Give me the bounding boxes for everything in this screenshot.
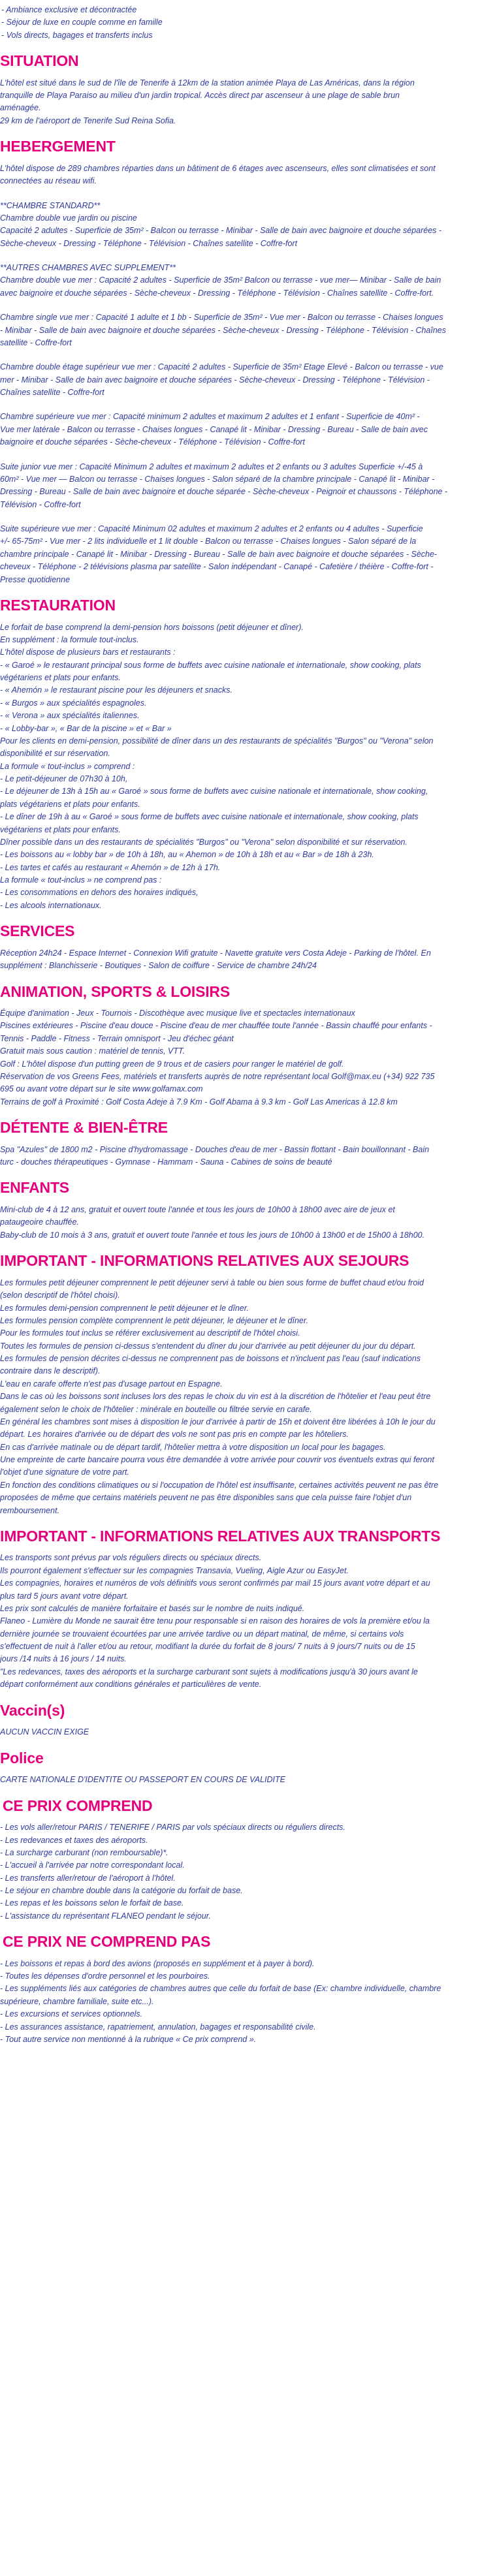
section	[0, 1119, 495, 1169]
section-title: Vaccin(s)	[0, 1701, 65, 1719]
section-paragraph	[0, 200, 495, 251]
intro-line: - Vols directs, bagages et transferts inclus	[1, 30, 153, 40]
text-line: - Les alcools internationaux.	[0, 900, 102, 910]
text-line: végétariens et plats pour enfants.	[0, 673, 121, 683]
section-title: SITUATION	[0, 52, 79, 70]
text-line: Chambre supérieure vue mer : Capacité minimum 2 adultes et maximum 2 adultes et 1 enfant - Superficie de 40m² -	[0, 412, 420, 422]
section-paragraph	[0, 1277, 495, 1517]
text-line: En fonction des conditions climatiques ou si l'occupation de l'hôtel est insuffisante, certaines activités peuvent ne pas être	[0, 1480, 439, 1490]
intro-line: - Ambiance exclusive et décontractée	[1, 5, 137, 14]
text-line: aménagée.	[0, 103, 41, 113]
text-line: - Tout autre service non mentionné à la rubrique « Ce prix comprend ».	[0, 2034, 257, 2044]
section-title: ENFANTS	[0, 1179, 69, 1197]
text-line: Pour les formules tout inclus se référer exclusivement au descriptif de l'hôtel choisi.	[0, 1328, 300, 1338]
section	[0, 1528, 495, 1691]
text-line: - Le séjour en chambre double dans la catégorie du forfait de base.	[0, 1886, 243, 1895]
section	[0, 52, 495, 127]
text-line: départ. Les horaires d'arrivée ou de départ des vols ne sont pas pris en compte par les hôteliers.	[0, 1430, 349, 1439]
section-paragraph	[0, 523, 495, 586]
text-line: satellite - Coffre-fort	[0, 338, 72, 347]
section-title: RESTAURATION	[0, 596, 116, 614]
intro-line: - Séjour de luxe en couple comme en famille	[1, 18, 163, 27]
section-title: IMPORTANT - INFORMATIONS RELATIVES AUX TRANSPORTS	[0, 1527, 441, 1545]
text-line: végétariens et plats pour enfants.	[0, 825, 121, 834]
section	[0, 138, 495, 586]
text-line: Presse quotidienne	[0, 574, 71, 584]
text-line: - Les excursions et services optionnels.	[0, 2009, 143, 2019]
text-line: Pour les clients en demi-pension, possibilité de dîner dans un des restaurants de spécialités "Burgos" ou "Verona" selon	[0, 736, 434, 746]
section-title: IMPORTANT - INFORMATIONS RELATIVES AUX SEJOURS	[0, 1252, 409, 1270]
section-paragraph	[0, 1774, 495, 1786]
text-line: Ils pourront également s'effectuer sur les compagnies Transavia, Vueling, Aigle Azur ou EasyJet.	[0, 1565, 349, 1575]
text-line: **CHAMBRE STANDARD**	[0, 200, 101, 210]
section	[0, 1702, 495, 1739]
section-title: CE PRIX COMPREND	[3, 1797, 153, 1814]
section	[0, 983, 495, 1109]
text-line: Le forfait de base comprend la demi-pension hors boissons (petit déjeuner et dîner).	[0, 622, 304, 632]
text-line: Chambre double vue jardin ou piscine	[0, 213, 137, 223]
section-paragraph	[0, 163, 495, 188]
section-paragraph	[0, 461, 495, 512]
text-line: - Le dîner de 19h à au « Garoé » sous forme de buffets avec cuisine nationale et internationale, show cooking, plats	[0, 812, 419, 822]
text-line: - « Lobby-bar », « Bar de la piscine » et « Bar »	[0, 723, 172, 733]
text-line: +/- 65-75m² - Vue mer - 2 lits individuelle et 1 lit double - Balcon ou terrasse - Chaises longues - Salon séparé de la	[0, 537, 417, 546]
text-line: Les formules demi-pension comprennent le petit déjeuner et le dîner.	[0, 1303, 249, 1313]
section	[0, 597, 495, 912]
section-paragraph	[0, 311, 495, 349]
section-paragraph	[0, 361, 495, 399]
text-line: supplément : Blanchisserie - Boutiques - Salon de coiffure - Service de chambre 24h/24	[0, 961, 317, 971]
text-line: Sèche-cheveux - Dressing - Téléphone - Télévision - Chaînes satellite - Coffre-fort	[0, 238, 298, 248]
text-line: - Les vols aller/retour PARIS / TENERIFE / PARIS par vols spéciaux directs ou réguliers directs.	[0, 1823, 345, 1832]
text-line: tranquille de Playa Paraiso au milieu d'un jardin tropical. Accès direct par ascenseur à une plage de sable brun	[0, 91, 400, 101]
text-line: - Les boissons au « lobby bar » de 10h à 18h, au « Ahemon » de 10h à 18h et au « Bar » de 18h à 23h.	[0, 850, 374, 860]
text-line: **AUTRES CHAMBRES AVEC SUPPLEMENT**	[0, 263, 176, 273]
text-line: - « Garoé » le restaurant principal sous forme de buffets avec cuisine nationale et internationale, show cooking, plats	[0, 660, 421, 670]
text-line: Les transports sont prévus par vols réguliers directs ou spéciaux directs.	[0, 1553, 262, 1563]
text-line: Les formules petit déjeuner comprennent le petit déjeuner servi à table ou bien sous forme de buffet chaud et/ou froid	[0, 1278, 424, 1287]
text-line: cheveux - Téléphone - 2 télévisions plasma par satellite - Salon indépendant - Canapé - Cafetière / théière - Coffre-fort -	[0, 562, 434, 572]
text-line: - Les tartes et cafés au restaurant « Ahemón » de 12h à 17h.	[0, 862, 221, 872]
text-line: Les formules de pension décrites ci-dessus ne comprennent pas de boissons et n'incluent pas l'eau (sauf indications	[0, 1354, 421, 1363]
text-line: L'hôtel dispose de 289 chambres réparties dans un bâtiment de 6 étages avec ascenseurs, elles sont climatisées et sont	[0, 163, 436, 173]
text-line: - « Verona » aux spécialités italiennes.	[0, 711, 140, 721]
sections-container	[0, 52, 495, 2046]
text-line: également selon le choix de l'hôtelier : minérale en bouteille ou filtrée servie en carafe.	[0, 1404, 312, 1414]
text-line: "Les redevances, taxes des aéroports et la surcharge carburant sont sujets à modifications jusqu'à 30 jours avant le	[0, 1667, 418, 1676]
section-title: CE PRIX NE COMPREND PAS	[3, 1933, 211, 1951]
text-line: - L'accueil à l'arrivée par notre correspondant local.	[0, 1861, 185, 1870]
text-line: - Les repas et les boissons selon le forfait de base.	[0, 1898, 184, 1908]
text-line: La formule « tout-inclus » comprend :	[0, 761, 135, 771]
section-paragraph	[0, 262, 495, 300]
text-line: Capacité 2 adultes - Superficie de 35m² - Balcon ou terrasse - Minibar - Salle de bain avec baignoire et douche séparées -	[0, 226, 442, 236]
text-line: Chambre double vue mer : Capacité 2 adultes - Superficie de 35m² Balcon ou terrasse - vue mer— Minibar - Salle de bain	[0, 275, 441, 285]
section-paragraph	[0, 411, 495, 448]
text-line: supérieure, chambre familiale, suite etc...).	[0, 1996, 154, 2006]
text-line: - La surcharge carburant (non remboursable)*.	[0, 1847, 168, 1857]
text-line: 29 km de l'aéroport de Tenerife Sud Reina Sofia.	[0, 116, 176, 125]
section-title: DÉTENTE & BIEN-ÊTRE	[0, 1119, 168, 1137]
text-line: Chaînes satellite - Coffre-fort	[0, 388, 104, 398]
text-line: (selon descriptif de l'hôtel choisi).	[0, 1291, 120, 1300]
text-line: - « Burgos » aux spécialités espagnoles.	[0, 698, 147, 708]
text-line: Réception 24h24 - Espace Internet - Connexion Wifi gratuite - Navette gratuite vers Costa Adeje - Parking de l'hôtel. En	[0, 948, 431, 958]
text-line: Vue mer latérale - Balcon ou terrasse - Chaises longues - Canapé lit - Minibar - Dressing - Bureau - Salle de bain avec	[0, 424, 428, 434]
section-title: ANIMATION, SPORTS & LOISIRS	[0, 982, 230, 1000]
text-line: - « Ahemón » le restaurant piscine pour les déjeuners et snacks.	[0, 685, 232, 695]
text-line: remboursement.	[0, 1505, 60, 1515]
text-line: avec baignoire et douche séparées - Sèche-cheveux - Dressing - Téléphone - Télévision - Chaînes satellite - Coffre-fort.	[0, 288, 434, 298]
text-line: disponibilité et sur réservation.	[0, 749, 110, 759]
text-line: pataugeoire chauffée.	[0, 1217, 79, 1227]
text-line: Les formules pension complète comprennent le petit déjeuner, le déjeuner et le dîner.	[0, 1315, 309, 1325]
text-line: Équipe d'animation - Jeux - Tournois - Discothèque avec musique live et spectacles internationaux	[0, 1009, 355, 1018]
text-line: Baby-club de 10 mois à 3 ans, gratuit et ouvert toute l'année et tous les jours de 10h00 à 13h00 et de 15h00 à 18h00.	[0, 1230, 425, 1240]
text-line: Dans le cas où les boissons sont incluses lors des repas le choix du vin est à la discrétion de l'hôtelier et l'eau peut être	[0, 1392, 431, 1402]
text-line: proposées de même que certains matériels peuvent ne pas être disponibles sans que cela puisse faire l'objet d'un	[0, 1493, 412, 1503]
text-line: Suite supérieure vue mer : Capacité Minimum 02 adultes et maximum 2 adultes et 2 enfants ou 4 adultes - Superficie	[0, 524, 423, 534]
text-line: Une empreinte de carte bancaire pourra vous être demandée à votre arrivée pour couvrir vos éventuels extras qui feront	[0, 1455, 434, 1464]
text-line: - Le petit-déjeuner de 07h30 à 10h,	[0, 774, 128, 784]
section-paragraph	[0, 1007, 495, 1108]
text-line: Spa "Azules" de 1800 m2 - Piscine d'hydromassage - Douches d'eau de mer - Bassin flottant - Bain bouillonnant - Bain	[0, 1144, 430, 1154]
text-line: jours /14 nuits à 16 jours / 14 nuits.	[0, 1654, 127, 1664]
text-line: - Les consommations en dehors des horaires indiqués,	[0, 888, 199, 898]
text-line: - Les redevances et taxes des aéroports.	[0, 1835, 148, 1845]
section-paragraph	[0, 1552, 495, 1691]
text-line: l'objet d'une signature de votre part.	[0, 1468, 129, 1477]
text-line: CARTE NATIONALE D'IDENTITE OU PASSEPORT EN COURS DE VALIDITE	[0, 1775, 285, 1785]
text-line: Télévision - Coffre-fort	[0, 499, 81, 509]
intro-highlights	[0, 4, 495, 42]
section-paragraph	[0, 621, 495, 913]
text-line: L'hôtel dispose de plusieurs bars et restaurants :	[0, 648, 176, 657]
text-line: Dressing - Bureau - Salle de bain avec baignoire et douche séparée - Sèche-cheveux - Peignoir et chaussons - Téléphone -	[0, 487, 448, 497]
section-title: SERVICES	[0, 922, 75, 940]
section	[0, 1252, 495, 1517]
text-line: plus tard 5 jours avant votre départ.	[0, 1591, 129, 1601]
text-line: turc - douches thérapeutiques - Gymnase - Hammam - Sauna - Cabines de soins de beauté	[0, 1157, 332, 1167]
text-line: Dîner possible dans un des restaurants de spécialités "Burgos" ou "Verona" selon disponibilité et sur réservation.	[0, 837, 407, 847]
section	[0, 1179, 495, 1242]
section-paragraph	[0, 77, 495, 128]
section-paragraph	[0, 1144, 495, 1169]
text-line: Les compagnies, horaires et numéros de vols définitifs vous seront confirmés par mail 15 jours avant votre départ et au	[0, 1579, 430, 1588]
text-line: - Les suppléments liés aux catégories de chambres autres que celle du forfait de base (Ex: chambre individuelle, chambre	[0, 1984, 441, 1994]
section-paragraph	[0, 1204, 495, 1242]
text-line: connectées au réseau wifi.	[0, 176, 97, 186]
section-title: Police	[0, 1749, 44, 1767]
text-line: 60m² - Vue mer — Balcon ou terrasse - Chaises longues - Salon séparé de la chambre principale - Canapé lit - Minibar -	[0, 474, 435, 484]
text-line: Chambre double étage supérieur vue mer : Capacité 2 adultes - Superficie de 35m² Etage Elevé - Balcon ou terrasse - vue	[0, 362, 443, 372]
text-line: dernière journée se trouvaient écourtées par une arrivée tardive ou un départ matinal, de même, si certains vols	[0, 1629, 404, 1639]
text-line: - Toutes les dépenses d'ordre personnel et les pourboires.	[0, 1971, 210, 1981]
text-line: 695 ou avant votre départ sur le site www.golfamax.com	[0, 1084, 203, 1094]
text-line: Flaneo - Lumière du Monde ne saurait être tenu pour responsable si en raison des horaires de vols la première et/ou la	[0, 1616, 430, 1626]
text-line: - Les transferts aller/retour de l'aéroport à l'hôtel.	[0, 1873, 176, 1883]
text-line: Terrains de golf à Proximité : Golf Costa Adeje à 7.9 Km - Golf Abama à 9.3 km - Golf Las Americas à 12.8 km	[0, 1097, 398, 1107]
text-line: Toutes les formules de pension ci-dessus s'entendent du dîner du jour d'arrivée au petit déjeuner du jour du départ.	[0, 1341, 416, 1351]
text-line: La formule « tout-inclus » ne comprend pas :	[0, 875, 162, 885]
text-line: contraire dans le descriptif).	[0, 1366, 101, 1376]
section	[0, 1750, 495, 1787]
text-line: plats végétariens et plats pour enfants.	[0, 799, 140, 809]
section	[0, 922, 495, 972]
text-line: En cas d'arrivée matinale ou de départ tardif, l'hôtelier mettra à votre disposition un local pour les bagages.	[0, 1442, 386, 1452]
text-line: L'hôtel est situé dans le sud de l'île de Tenerife à 12km de la station animée Playa de Las Américas, dans la région	[0, 78, 415, 87]
section	[0, 1797, 495, 1923]
text-line: Suite junior vue mer : Capacité Minimum 2 adultes et maximum 2 adultes et 2 enfants ou 3 adultes Superficie +/-45 à	[0, 462, 423, 471]
text-line: - Les boissons et repas à bord des avions (proposés en supplément et à payer à bord).	[0, 1958, 315, 1968]
text-line: - Le déjeuner de 13h à 15h au « Garoé » sous forme de buffets avec cuisine nationale et internationale, show cooking,	[0, 787, 428, 796]
text-line: Les prix sont calculés de manière forfaitaire et basés sur le nombre de nuits indiqué.	[0, 1603, 305, 1613]
text-line: En général les chambres sont mises à disposition le jour d'arrivée à partir de 15h et doivent être libérées à 10h le jour du	[0, 1417, 436, 1426]
section-paragraph	[0, 1821, 495, 1923]
section	[0, 1933, 495, 2046]
text-line: En supplément : la formule tout-inclus.	[0, 635, 139, 644]
text-line: Golf : L'hôtel dispose d'un putting green de 9 trous et de casiers pour ranger le matériel de golf.	[0, 1059, 344, 1069]
text-line: L'eau en carafe offerte n'est pas d'usage partout en Espagne.	[0, 1379, 223, 1389]
text-line: chambre principale - Canapé lit - Minibar - Dressing - Bureau - Salle de bain avec baignoire et douche séparées - Sèche-	[0, 549, 438, 559]
text-line: départ conformément aux conditions générales et particulières de vente.	[0, 1680, 262, 1689]
section-paragraph	[0, 1726, 495, 1738]
text-line: AUCUN VACCIN EXIGE	[0, 1727, 89, 1737]
text-line: mer - Minibar - Salle de bain avec baignoire et douche séparées - Sèche-cheveux - Dressing - Téléphone - Télévision -	[0, 375, 430, 385]
text-line: Réservation de vos Greens Fees, matériels et transferts auprès de notre représentant local Golf@max.eu (+34) 922 735	[0, 1071, 435, 1081]
text-line: s'effectuent de nuit à l'aller et/ou au retour, modifiant la durée du forfait de 8 jours/ 7 nuits à 9 jours/7 nuits ou de 15	[0, 1642, 415, 1652]
text-line: - Minibar - Salle de bain avec baignoire et douche séparées - Sèche-cheveux - Dressing - Téléphone - Télévision - Chaînes	[0, 325, 446, 335]
section-paragraph	[0, 1958, 495, 2047]
text-line: Tennis - Paddle - Fitness - Terrain omnisport - Jeu d'échec géant	[0, 1033, 234, 1043]
text-line: - Les assurances assistance, rapatriement, annulation, bagages et responsabilité civile.	[0, 2022, 316, 2032]
text-line: Mini-club de 4 à 12 ans, gratuit et ouvert toute l'année et tous les jours de 10h00 à 18h00 avec aire de jeux et	[0, 1205, 395, 1215]
text-line: Chambre single vue mer : Capacité 1 adulte et 1 bb - Superficie de 35m² - Vue mer - Balcon ou terrasse - Chaises longues	[0, 313, 443, 322]
text-line: - L'assistance du représentant FLANEO pendant le séjour.	[0, 1911, 211, 1921]
text-line: baignoire et douche séparées - Sèche-cheveux - Téléphone - Télévision - Coffre-fort	[0, 437, 305, 447]
text-line: Gratuit mais sous caution : matériel de tennis, VTT.	[0, 1046, 185, 1056]
section-paragraph	[0, 947, 495, 973]
section-title: HEBERGEMENT	[0, 138, 116, 155]
text-line: Piscines extérieures - Piscine d'eau douce - Piscine d'eau de mer chauffée toute l'année - Bassin chauffé pour enfants -	[0, 1021, 432, 1031]
